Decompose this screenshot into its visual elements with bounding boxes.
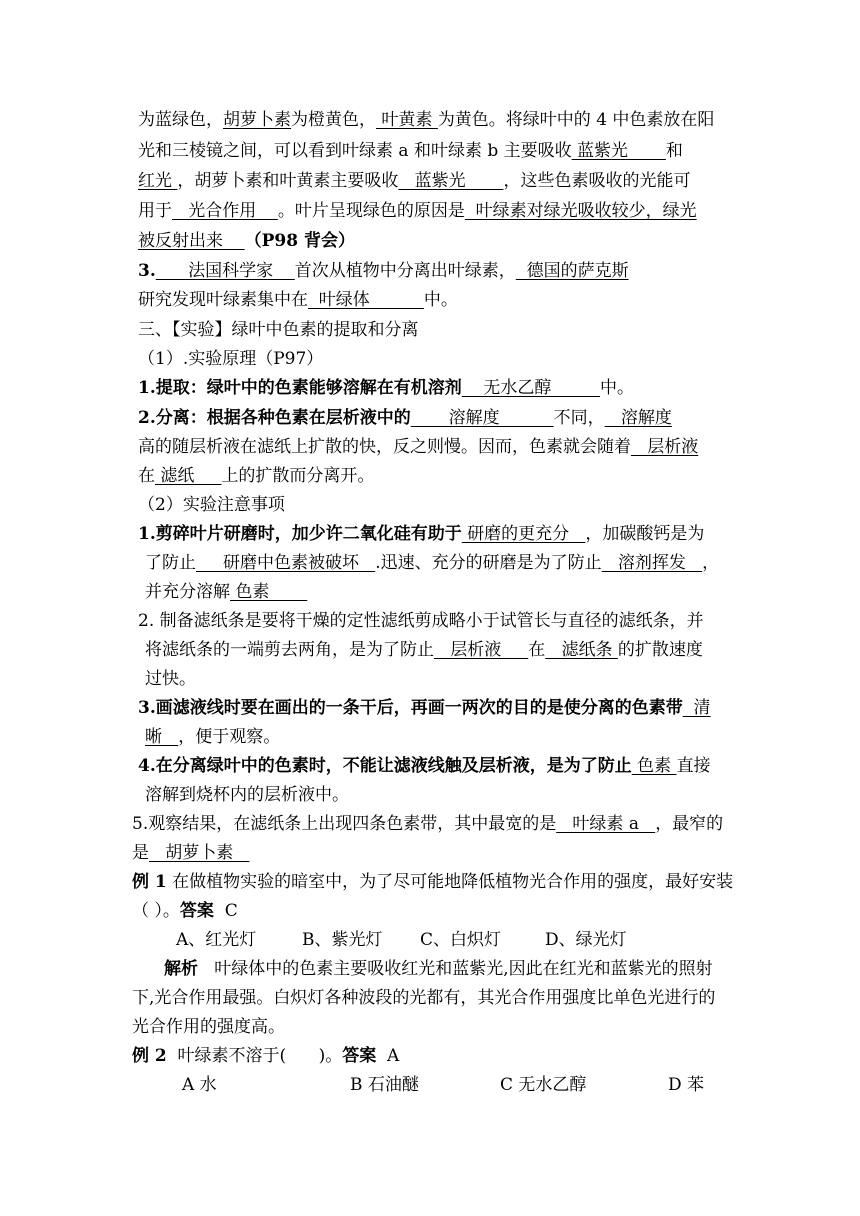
text-line: 1.剪碎叶片研磨时，加少许二氧化硅有助于 研磨的更充分 ，加碳酸钙是为 [138,524,705,544]
example-1-explanation: 光合作用的强度高。 [132,1017,285,1037]
example-2-option-b: B 石油醚 [350,1075,419,1095]
text-line: 过快。 [145,669,196,689]
example-1-option-d: D、绿光灯 [545,930,627,950]
text-line: 高的随层析液在滤纸上扩散的快，反之则慢。因而，色素就会随着 层析液 [138,437,699,457]
example-1-option-c: C、白炽灯 [420,930,502,950]
example-2-option-d: D 苯 [668,1075,705,1095]
example-1-option-b: B、紫光灯 [302,930,383,950]
text-line: 3. 法国科学家 首次从植物中分离出叶绿素， 德国的萨克斯 [138,261,629,281]
text-line: 2.分离：根据各种色素在层析液中的 溶解度 不同， 溶解度 [138,408,672,428]
text-line: 溶解到烧杯内的层析液中。 [145,785,349,805]
text-line: 2. 制备滤纸条是要将干燥的定性滤纸剪成略小于试管长与直径的滤纸条，并 [138,611,704,631]
example-2-option-a: A 水 [182,1075,217,1095]
example-1-explanation: 解析 叶绿体中的色素主要吸收红光和蓝紫光,因此在红光和蓝紫光的照射 [164,959,713,979]
text-line: 晰 ，便于观察。 [145,727,281,747]
section-heading: 三、【实验】绿叶中色素的提取和分离 [138,320,419,340]
text-line: 红光 ，胡萝卜素和叶黄素主要吸收 蓝紫光 ，这些色素吸收的光能可 [138,171,691,191]
text-line: 将滤纸条的一端剪去两角，是为了防止 层析液 在 滤纸条 的扩散速度 [145,640,703,660]
text-line: 是 胡萝卜素 [132,843,250,863]
text-line: 4.在分离绿叶中的色素时，不能让滤液线触及层析液，是为了防止 色素 直接 [138,756,711,776]
example-1-question: 例 1 在做植物实验的暗室中，为了尽可能地降低植物光合作用的强度，最好安装 [132,872,734,892]
text-line: 并充分溶解 色素 [145,582,308,602]
text-line: 5.观察结果，在滤纸条上出现四条色素带，其中最宽的是 叶绿素 a ，最窄的 [132,814,724,834]
example-1-explanation: 下,光合作用最强。白炽灯各种波段的光都有，其光合作用强度比单色光进行的 [132,988,716,1008]
sub-heading: （1）.实验原理（P97） [138,349,324,369]
example-1-option-a: A、红光灯 [176,930,257,950]
text-line: 为蓝绿色，胡萝卜素为橙黄色， 叶黄素 为黄色。将绿叶中的 4 中色素放在阳 [138,110,715,130]
example-1-answer: （ ）。答案 C [132,901,238,921]
text-line: 用于 光合作用 。叶片呈现绿色的原因是 叶绿素对绿光吸收较少，绿光 [138,201,697,221]
text-line: 研究发现叶绿素集中在 叶绿体 中。 [138,290,458,310]
text-line: 在 滤纸 上的扩散而分离开。 [138,466,375,486]
example-2-option-c: C 无水乙醇 [500,1075,587,1095]
text-line: 1.提取：绿叶中的色素能够溶解在有机溶剂 无水乙醇 中。 [138,378,634,398]
text-line: 光和三棱镜之间，可以看到叶绿素 a 和叶绿素 b 主要吸收 蓝紫光 和 [138,141,683,161]
sub-heading: （2）实验注意事项 [138,495,285,515]
text-line: 了防止 研磨中色素被破坏 .迅速、充分的研磨是为了防止 溶剂挥发 ， [145,553,720,573]
text-line: 3.画滤液线时要在画出的一条干后，再画一两次的目的是使分离的色素带 清 [138,698,711,718]
example-2-question: 例 2 叶绿素不溶于( )。答案 A [132,1046,400,1066]
text-line: 被反射出来 （P98 背会） [138,231,355,251]
